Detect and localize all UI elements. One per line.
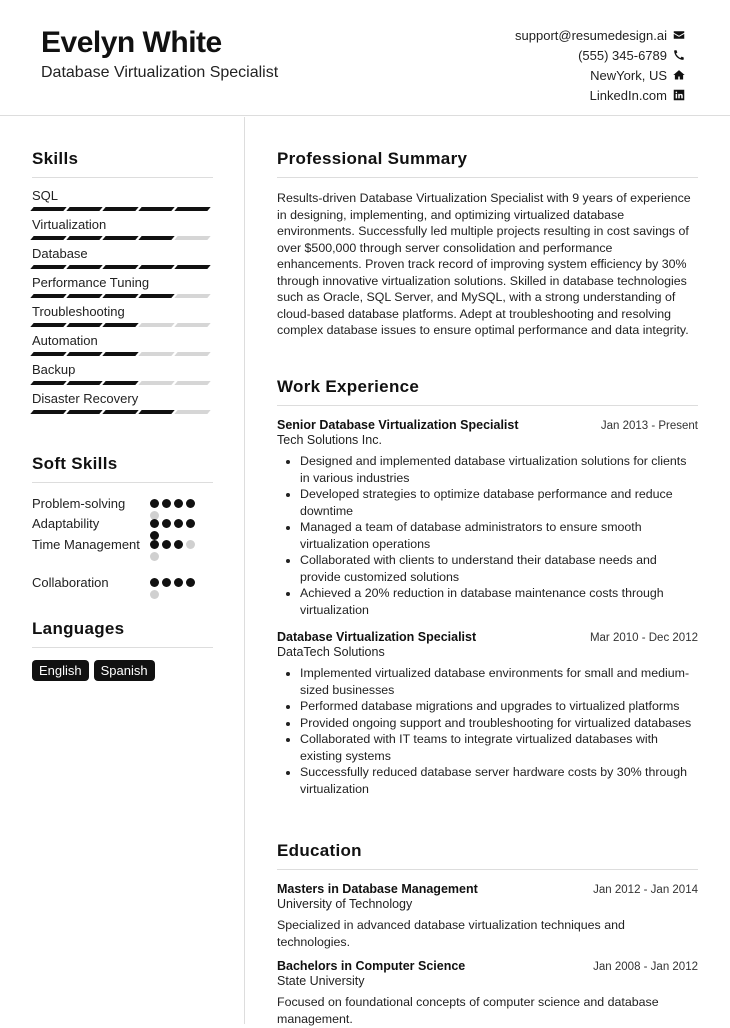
skill-level-bars bbox=[32, 323, 213, 327]
skill-label: Disaster Recovery bbox=[32, 391, 139, 406]
envelope-icon bbox=[673, 29, 685, 41]
job-bullet: • Designed and implemented database virtualization solutions for clients in various industries bbox=[300, 453, 698, 486]
soft-skills-section bbox=[32, 454, 213, 599]
soft-skill-dots bbox=[150, 536, 202, 561]
job-entry bbox=[277, 418, 698, 618]
skill-level-bars bbox=[32, 352, 213, 356]
experience-heading: Work Experience bbox=[277, 377, 420, 396]
skill-item bbox=[32, 274, 213, 298]
job-bullet: • Managed a team of database administrators to ensure smooth virtualization operations bbox=[300, 519, 698, 552]
resume-header bbox=[0, 0, 730, 116]
skill-level-bars bbox=[32, 207, 213, 211]
skill-item bbox=[32, 332, 213, 356]
contact-location-text: NewYork, US bbox=[590, 67, 667, 83]
sidebar bbox=[0, 117, 245, 1024]
contact-phone-text: (555) 345-6789 bbox=[578, 47, 667, 63]
skill-label: Troubleshooting bbox=[32, 304, 125, 319]
skill-label: SQL bbox=[32, 188, 59, 203]
job-title: Senior Database Virtualization Specialist bbox=[277, 418, 519, 432]
job-bullet: • Collaborated with clients to understand their database needs and provide customized solutions bbox=[300, 552, 698, 585]
education-description: Focused on foundational concepts of computer science and database management. bbox=[277, 995, 659, 1026]
job-bullet: • Achieved a 20% reduction in database maintenance costs through virtualization bbox=[300, 585, 698, 618]
summary-heading: Professional Summary bbox=[277, 149, 468, 168]
summary-text: Results-driven Database Virtualization Specialist with 9 years of experience in designing, implementing, and optimizing virtualized database environments. Successfully led multiple projects resulting in cost savings of over $500,000 through server consolidation and performance enhancements. Proven track record of improving system efficiency by 30% through innovative virtualization solutions. Skilled in database technologies such as Oracle, SQL Server, and MySQL, with a strong understanding of cloud-based database platforms. Adept at troubleshooting and resolving complex database issues to ensure optimal performance and data integrity. bbox=[277, 191, 691, 337]
skill-label: Performance Tuning bbox=[32, 275, 150, 290]
soft-skill-item bbox=[32, 495, 213, 515]
job-bullet: • Implemented virtualized database environments for small and medium-sized businesses bbox=[300, 665, 698, 698]
degree-title: Masters in Database Management bbox=[277, 882, 478, 896]
skill-item bbox=[32, 390, 213, 414]
contact-location bbox=[515, 65, 685, 85]
divider bbox=[32, 647, 213, 648]
school-name: University of Technology bbox=[277, 897, 413, 911]
divider bbox=[32, 482, 213, 483]
skill-level-bars bbox=[32, 265, 213, 269]
soft-skill-item bbox=[32, 536, 213, 574]
skills-section bbox=[32, 149, 213, 414]
skill-item bbox=[32, 245, 213, 269]
language-tags bbox=[32, 660, 213, 681]
education-section bbox=[277, 841, 698, 1028]
job-bullet: • Collaborated with IT teams to integrate virtualized databases with existing systems bbox=[300, 731, 698, 764]
job-dates: Jan 2013 - Present bbox=[600, 420, 698, 432]
job-title: Database Virtualization Specialist bbox=[277, 630, 477, 644]
soft-skill-label: Adaptability bbox=[32, 516, 100, 531]
language-tag-english: English bbox=[32, 660, 89, 681]
job-dates: Mar 2010 - Dec 2012 bbox=[589, 632, 698, 644]
soft-skills-list bbox=[32, 495, 213, 599]
education-dates: Jan 2008 - Jan 2012 bbox=[593, 961, 698, 973]
skill-label: Database bbox=[32, 246, 88, 261]
education-description: Specialized in advanced database virtualization techniques and technologies. bbox=[277, 918, 625, 949]
divider bbox=[277, 405, 698, 406]
soft-skill-label: Problem-solving bbox=[32, 496, 126, 511]
languages-section bbox=[32, 619, 213, 681]
candidate-title: Database Virtualization Specialist bbox=[41, 64, 279, 81]
soft-skill-dots bbox=[150, 495, 202, 512]
skills-heading: Skills bbox=[32, 149, 79, 168]
skill-item bbox=[32, 303, 213, 327]
education-entry bbox=[277, 882, 698, 951]
school-name: State University bbox=[277, 974, 365, 988]
skill-item bbox=[32, 216, 213, 240]
job-bullets bbox=[277, 665, 698, 797]
languages-heading: Languages bbox=[32, 619, 125, 638]
soft-skill-dots bbox=[150, 515, 202, 532]
contact-email-text: support@resumedesign.ai bbox=[515, 27, 667, 43]
skill-item bbox=[32, 361, 213, 385]
contact-list bbox=[515, 25, 685, 105]
main-content bbox=[246, 117, 730, 1024]
job-company: Tech Solutions Inc. bbox=[277, 433, 382, 447]
contact-email[interactable] bbox=[515, 25, 685, 45]
phone-icon bbox=[673, 49, 685, 61]
linkedin-icon bbox=[673, 89, 685, 101]
soft-skill-item bbox=[32, 515, 213, 536]
job-bullet: • Successfully reduced database server hardware costs by 30% through virtualization bbox=[300, 764, 698, 797]
education-dates: Jan 2012 - Jan 2014 bbox=[593, 884, 698, 896]
candidate-name: Evelyn White bbox=[41, 26, 222, 59]
job-bullet: • Performed database migrations and upgrades to virtualized platforms bbox=[300, 698, 698, 715]
education-entry bbox=[277, 959, 698, 1028]
experience-section bbox=[277, 377, 698, 797]
divider bbox=[32, 177, 213, 178]
skill-level-bars bbox=[32, 381, 213, 385]
skill-level-bars bbox=[32, 410, 213, 414]
skill-label: Automation bbox=[32, 333, 98, 348]
contact-linkedin[interactable] bbox=[515, 85, 685, 105]
contact-linkedin-text: LinkedIn.com bbox=[589, 87, 667, 103]
job-entry bbox=[277, 630, 698, 797]
skill-level-bars bbox=[32, 236, 213, 240]
skill-label: Virtualization bbox=[32, 217, 107, 232]
skill-level-bars bbox=[32, 294, 213, 298]
job-bullet: • Developed strategies to optimize database performance and reduce downtime bbox=[300, 486, 698, 519]
soft-skill-label: Collaboration bbox=[32, 575, 109, 590]
skill-label: Backup bbox=[32, 362, 76, 377]
soft-skill-label: Time Management bbox=[32, 537, 140, 552]
language-tag-spanish: Spanish bbox=[94, 660, 155, 681]
contact-phone[interactable] bbox=[515, 45, 685, 65]
job-bullets bbox=[277, 453, 698, 618]
degree-title: Bachelors in Computer Science bbox=[277, 959, 466, 973]
soft-skills-heading: Soft Skills bbox=[32, 454, 118, 473]
soft-skill-item bbox=[32, 574, 213, 599]
summary-section bbox=[277, 149, 698, 339]
skills-list bbox=[32, 187, 213, 414]
skill-item bbox=[32, 187, 213, 211]
home-icon bbox=[673, 69, 685, 81]
divider bbox=[277, 177, 698, 178]
education-heading: Education bbox=[277, 841, 362, 860]
job-company: DataTech Solutions bbox=[277, 645, 385, 659]
divider bbox=[277, 869, 698, 870]
job-bullet: • Provided ongoing support and troubleshooting for virtualized databases bbox=[300, 715, 698, 732]
soft-skill-dots bbox=[150, 574, 202, 599]
